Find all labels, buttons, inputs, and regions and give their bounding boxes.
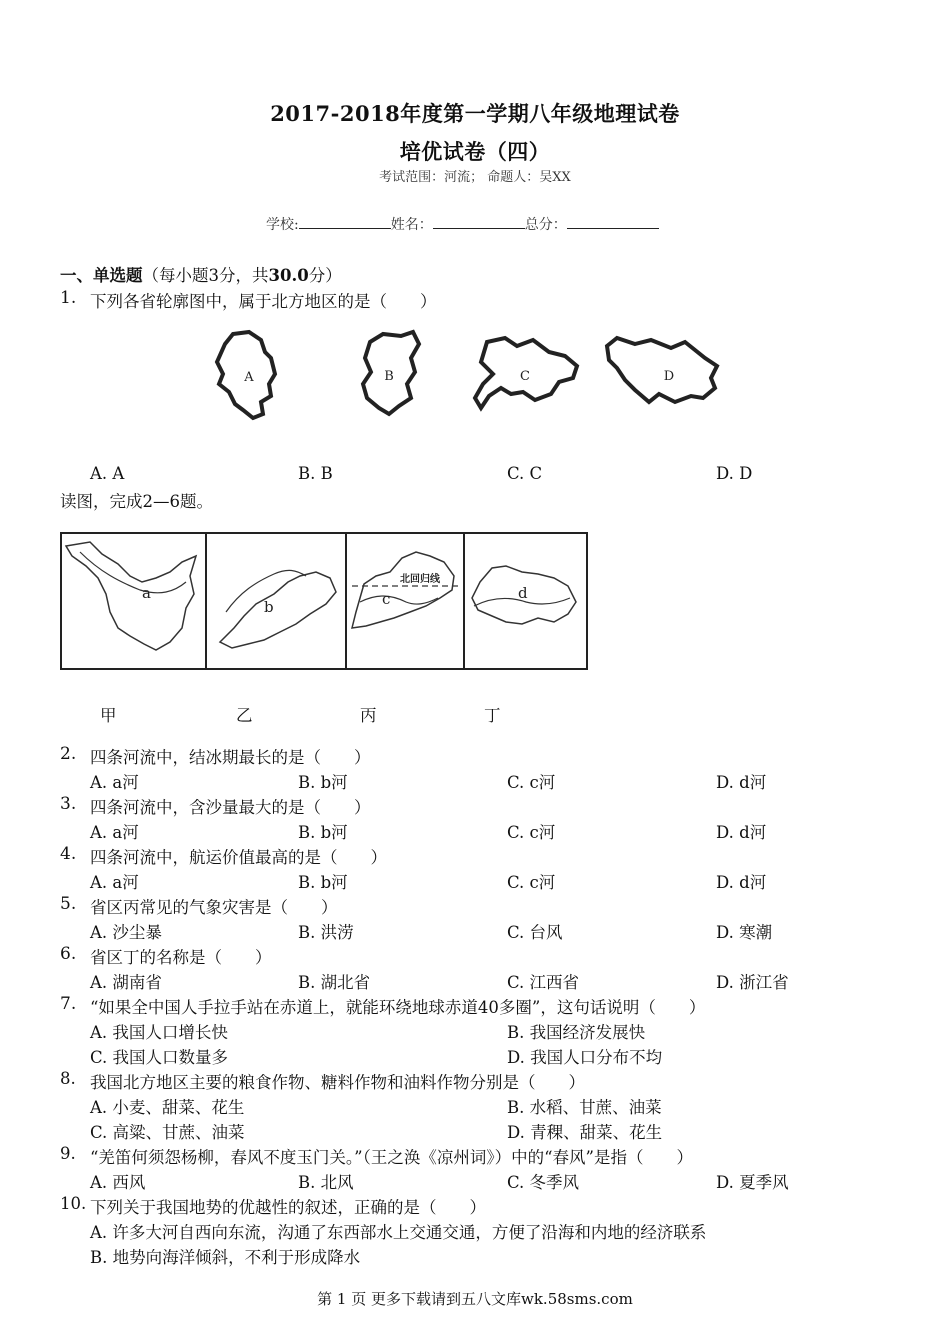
q1-option-d: D. D [716,464,753,483]
page-footer: 第 1 页 更多下载请到五八文库wk.58sms.com [317,1290,633,1308]
q10-text: 下列关于我国地势的优越性的叙述，正确的是（ ） [90,1198,486,1217]
exam-title: 2017-2018年度第一学期八年级地理试卷 [270,101,680,126]
q8-option-d: D. 青稞、甜菜、花生 [507,1123,663,1142]
q6-option-b: B. 湖北省 [298,973,371,992]
q5-option-b: B. 洪涝 [298,923,354,942]
q1-option-b: B. B [298,464,333,483]
q3-option-d: D. d河 [716,823,767,842]
q7-option-b: B. 我国经济发展快 [507,1023,646,1042]
q2-text: 四条河流中，结冰期最长的是（ ） [90,748,371,767]
q4-option-b: B. b河 [298,873,348,892]
q5-option-d: D. 寒潮 [716,923,773,942]
river-label-a: a [142,584,151,602]
q4-option-a: A. a河 [90,873,139,892]
exam-subtitle: 培优试卷（四） [399,139,551,164]
section-heading-bold: 一、单选题 [60,266,143,285]
q8-option-b: B. 水稻、甘蔗、油菜 [507,1098,662,1117]
outline-label-b: B [384,369,394,384]
q6-text: 省区丁的名称是（ ） [90,948,272,967]
q2-option-b: B. b河 [298,773,348,792]
q9-option-b: B. 北风 [298,1173,354,1192]
q6-option-a: A. 湖南省 [90,973,162,992]
section-heading-rest: （每小题3分，共 [142,266,269,285]
q1-option-c: C. C [507,464,543,483]
q9-option-d: D. 夏季风 [716,1173,789,1192]
q1-option-a: A. A [90,464,125,483]
q7-number: 7. [60,994,77,1014]
q5-option-c: C. 台风 [507,923,563,942]
q8-option-c: C. 高粱、甘蔗、油菜 [90,1123,245,1142]
q7-option-a: A. 我国人口增长快 [90,1023,228,1042]
q9-number: 9. [60,1144,76,1163]
q2-option-c: C. c河 [507,773,556,792]
student-info-line [266,214,659,234]
q9-text: “羌笛何须怨杨柳，春风不度玉门关。”（王之涣《凉州词》）中的“春风”是指（ ） [90,1148,693,1167]
q6-option-d: D. 浙江省 [716,973,789,992]
outline-d [607,338,717,402]
river-label-c: c [382,590,391,608]
panel-name-ding: 丁 [484,706,501,725]
score-label: 总分： [524,217,567,233]
map-outline-a [66,542,196,650]
map-outline-b [220,572,336,648]
q4-text: 四条河流中，航运价值最高的是（ ） [90,848,387,867]
q3-option-c: C. c河 [507,823,556,842]
river-label-b: b [264,598,274,616]
q10-option-b: B. 地势向海洋倾斜，不利于形成降水 [90,1248,361,1267]
panel-name-yi: 乙 [236,706,253,725]
section-heading-end: 分） [308,266,342,285]
q1-number: 1. [60,288,77,308]
name-label: 姓名： [390,217,433,233]
panel-name-jia: 甲 [100,706,117,725]
q5-text: 省区丙常见的气象灾害是（ ） [90,898,338,917]
q4-option-d: D. d河 [716,873,767,892]
q7-option-d: D. 我国人口分布不均 [507,1048,663,1067]
q6-number: 6. [60,944,77,964]
school-blank [299,216,391,229]
section-heading-score: 30.0 [268,266,309,285]
q8-option-a: A. 小麦、甜菜、花生 [90,1098,245,1117]
outline-label-c: C [520,369,530,384]
q2-option-a: A. a河 [90,773,139,792]
q3-text: 四条河流中，含沙量最大的是（ ） [90,798,371,817]
section-heading [60,262,342,286]
q9-option-a: A. 西风 [90,1173,146,1192]
q5-option-a: A. 沙尘暴 [90,923,162,942]
panel-name-bing: 丙 [360,706,377,725]
q6-option-c: C. 江西省 [507,973,580,992]
name-blank [433,216,525,229]
q10-number: 10. [60,1194,87,1213]
q8-text: 我国北方地区主要的粮食作物、糖料作物和油料作物分别是（ ） [90,1073,585,1092]
outline-label-a: A [244,370,254,385]
q1-text: 下列各省轮廓图中，属于北方地区的是（ ） [90,292,437,311]
q3-option-b: B. b河 [298,823,348,842]
river-label-d: d [518,584,528,602]
read-map-intro: 读图，完成2—6题。 [60,492,213,511]
q4-option-c: C. c河 [507,873,556,892]
q5-number: 5. [60,894,77,914]
q2-number: 2. [60,744,77,764]
q7-option-c: C. 我国人口数量多 [90,1048,229,1067]
q3-option-a: A. a河 [90,823,139,842]
exam-info: 考试范围：河流； 命题人：吴XX [379,170,571,185]
score-blank [567,216,659,229]
q4-number: 4. [60,844,77,864]
river-maps-figure [60,532,588,672]
outline-label-d: D [663,369,675,384]
school-label: 学校: [266,217,299,233]
tropic-label: 北回归线 [400,574,440,585]
river-c [360,596,438,604]
q7-text: “如果全中国人手拉手站在赤道上，就能环绕地球赤道40多圈”，这句话说明（ ） [90,998,706,1017]
q9-option-c: C. 冬季风 [507,1173,580,1192]
q3-number: 3. [60,794,77,814]
q8-number: 8. [60,1069,76,1088]
map-outline-c [352,552,454,628]
q10-option-a: A. 许多大河自西向东流，沟通了东西部水上交通交通，方便了沿海和内地的经济联系 [90,1223,707,1242]
province-outlines-figure [205,322,745,427]
q2-option-d: D. d河 [716,773,767,792]
